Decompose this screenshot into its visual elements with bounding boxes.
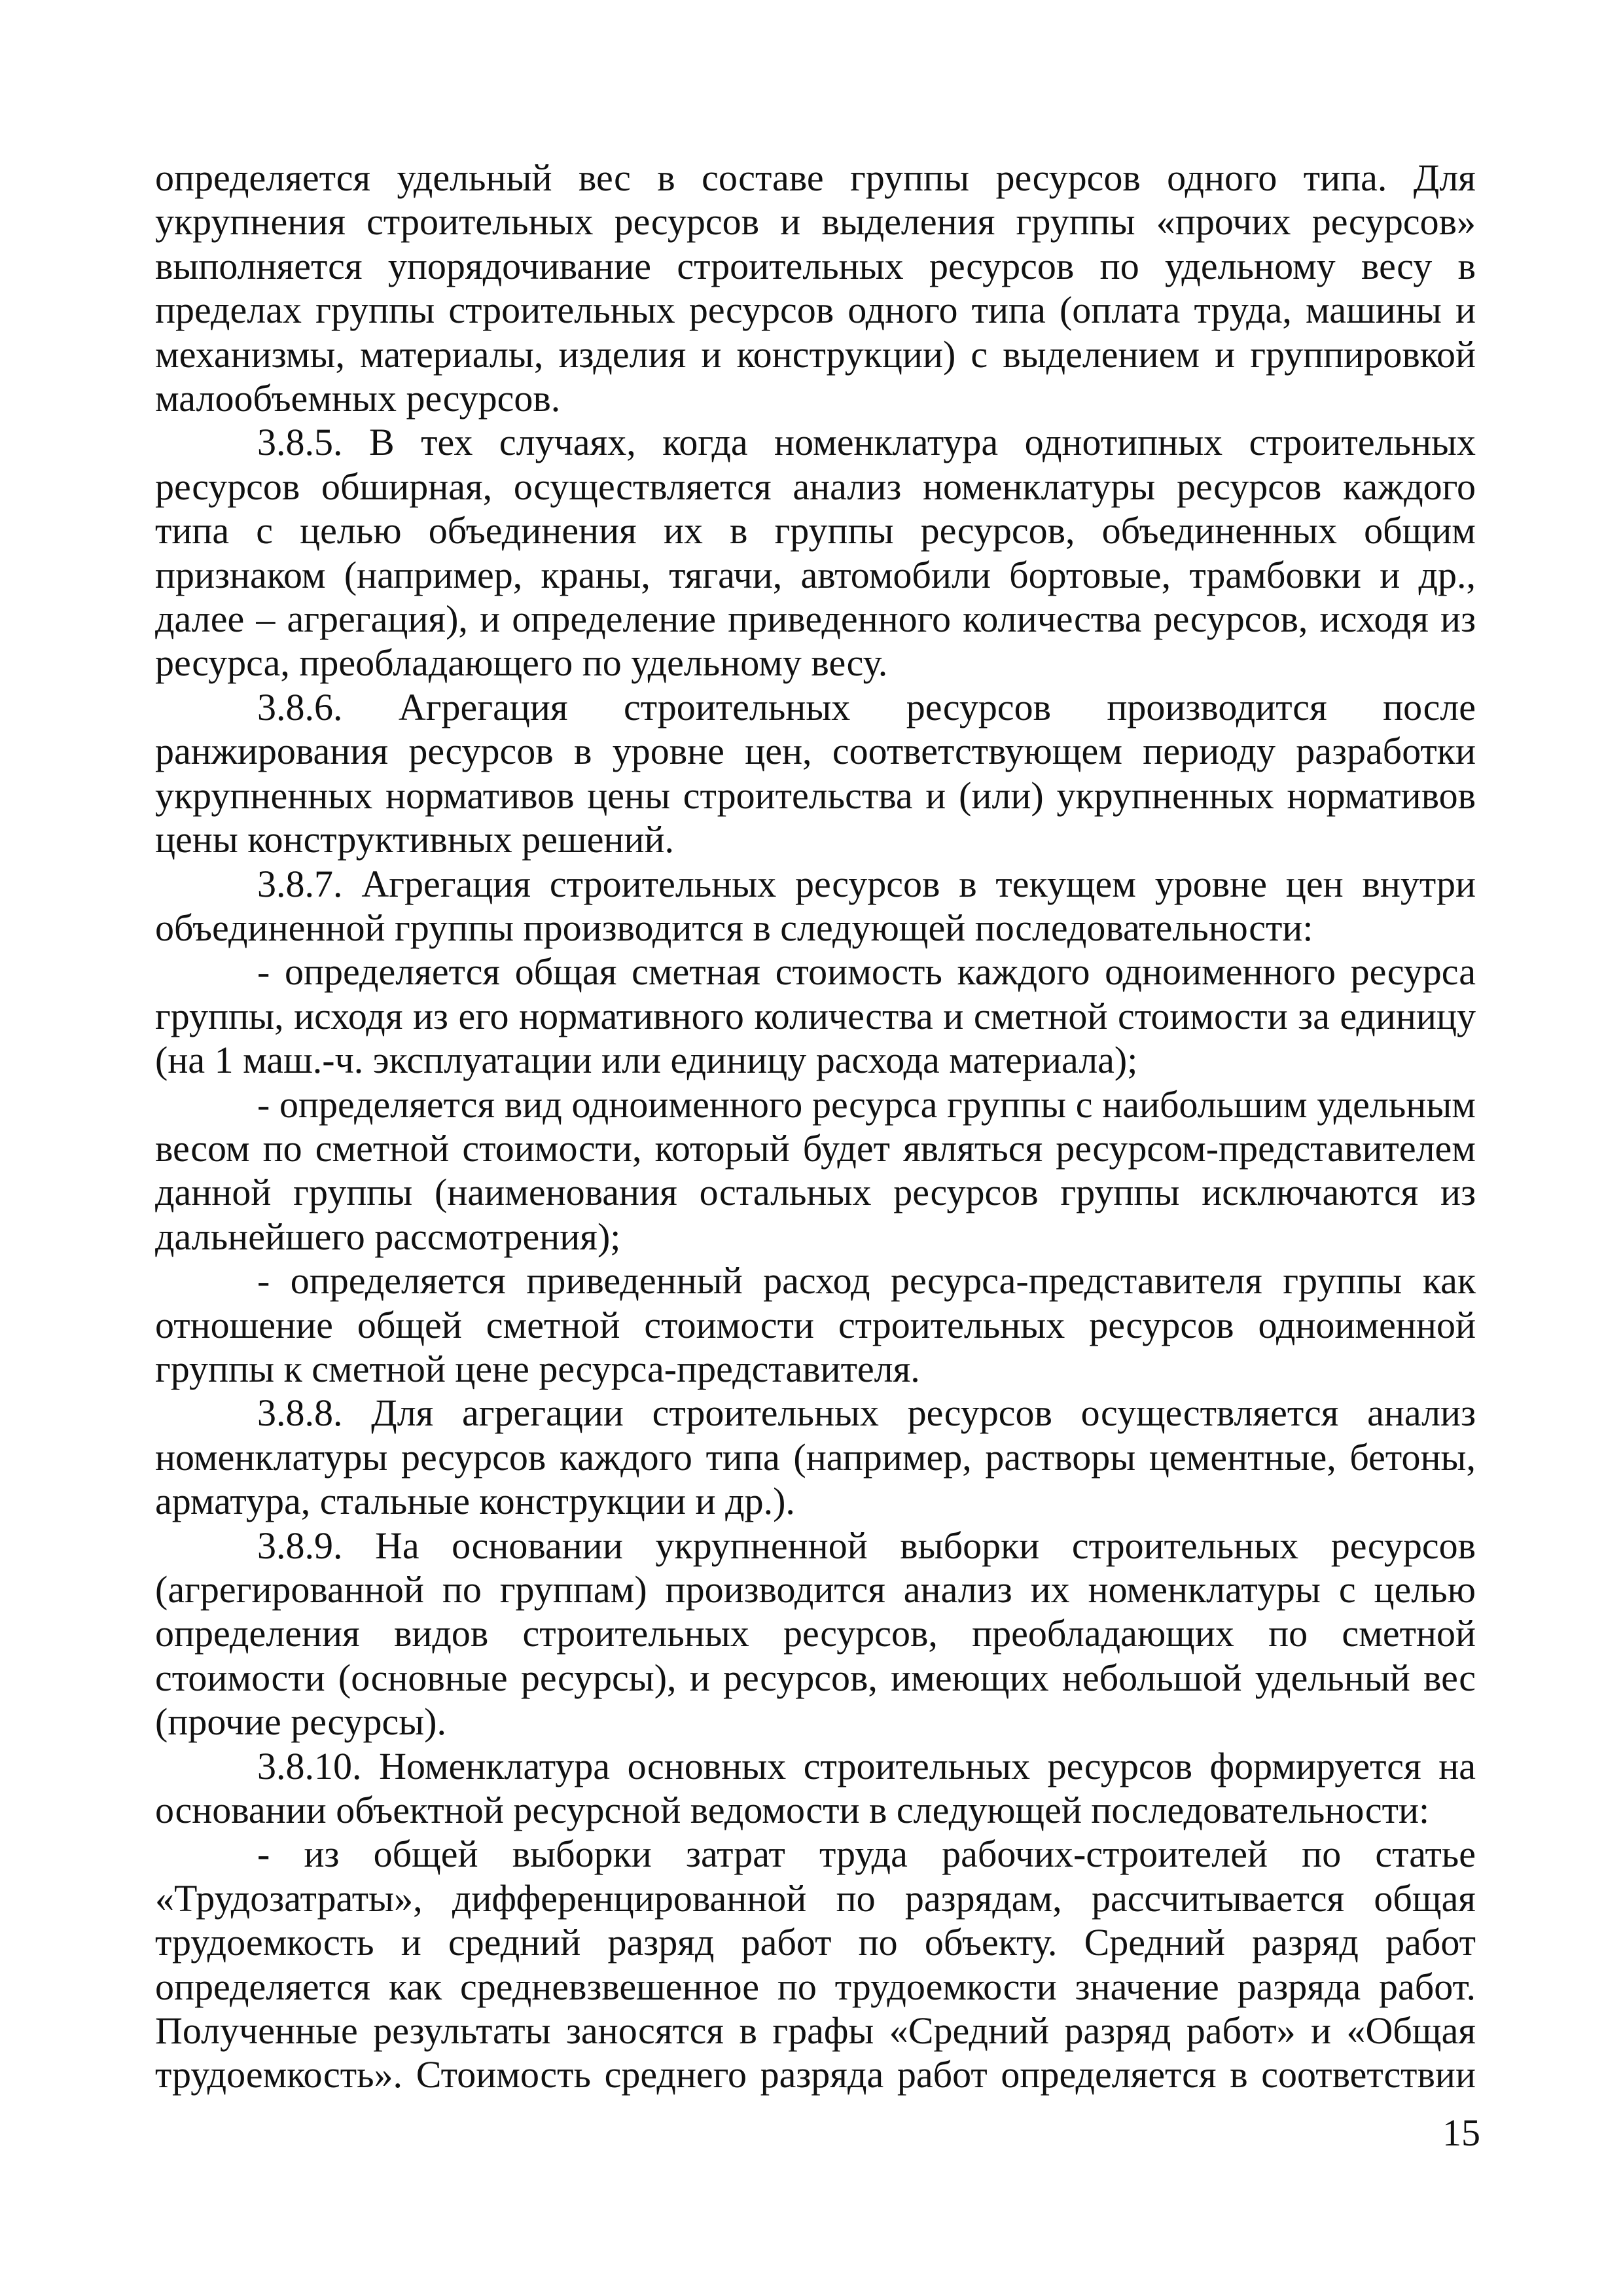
paragraph-3-8-5: 3.8.5. В тех случаях, когда номенклатура однотипных строительных ресурсов обширная, осуществляется анализ номенклатуры ресурсов каждого типа с целью объединения их в группы ресурсов, объединенных общим признаком (например, краны, тягачи, автомобили бортовые, трамбовки и др., далее – агрегация), и определение приведенного количества ресурсов, исходя из ресурса, преобладающего по удельному весу. — [155, 421, 1476, 685]
list-item-total-cost: - определяется общая сметная стоимость каждого одноименного ресурса группы, исходя из его нормативного количества и сметной стоимости за единицу (на 1 маш.-ч. эксплуатации или единицу расхода материала); — [155, 950, 1476, 1082]
list-item-representative-resource: - определяется вид одноименного ресурса группы с наибольшим удельным весом по сметной стоимости, который будет являться ресурсом-представителем данной группы (наименования остальных ресурсов группы исключаются из дальнейшего рассмотрения); — [155, 1083, 1476, 1258]
page-number: 15 — [1442, 2111, 1480, 2154]
list-item-reduced-consumption: - определяется приведенный расход ресурса-представителя группы как отношение общей сметной стоимости строительных ресурсов одноименной группы к сметной цене ресурса-представителя. — [155, 1259, 1476, 1390]
paragraph-3-8-10: 3.8.10. Номенклатура основных строительных ресурсов формируется на основании объектной ресурсной ведомости в следующей последовательности: — [155, 1744, 1476, 1832]
paragraph-3-8-8: 3.8.8. Для агрегации строительных ресурсов осуществляется анализ номенклатуры ресурсов каждого типа (например, растворы цементные, бетоны, арматура, стальные конструкции и др.). — [155, 1391, 1476, 1523]
page-body — [155, 156, 1476, 2097]
paragraph-3-8-9: 3.8.9. На основании укрупненной выборки строительных ресурсов (агрегированной по группам) производится анализ их номенклатуры с целью определения видов строительных ресурсов, преобладающих по сметной стоимости (основные ресурсы), и ресурсов, имеющих небольшой удельный вес (прочие ресурсы). — [155, 1524, 1476, 1744]
paragraph-intro-continuation: определяется удельный вес в составе группы ресурсов одного типа. Для укрупнения строительных ресурсов и выделения группы «прочих ресурсов» выполняется упорядочивание строительных ресурсов по удельному весу в пределах группы строительных ресурсов одного типа (оплата труда, машины и механизмы, материалы, изделия и конструкции) с выделением и группировкой малообъемных ресурсов. — [155, 156, 1476, 420]
paragraph-3-8-7: 3.8.7. Агрегация строительных ресурсов в текущем уровне цен внутри объединенной группы производится в следующей последовательности: — [155, 862, 1476, 949]
paragraph-3-8-6: 3.8.6. Агрегация строительных ресурсов производится после ранжирования ресурсов в уровне цен, соответствующем периоду разработки укрупненных нормативов цены строительства и (или) укрупненных нормативов цены конструктивных решений. — [155, 685, 1476, 861]
list-item-labor-costs: - из общей выборки затрат труда рабочих-строителей по статье «Трудозатраты», дифференцированной по разрядам, рассчитывается общая трудоемкость и средний разряд работ по объекту. Средний разряд работ определяется как средневзвешенное по трудоемкости значение разряда работ. Полученные результаты заносятся в графы «Средний разряд работ» и «Общая трудоемкость». Стоимость среднего разряда работ определяется в соответствии — [155, 1833, 1476, 2096]
